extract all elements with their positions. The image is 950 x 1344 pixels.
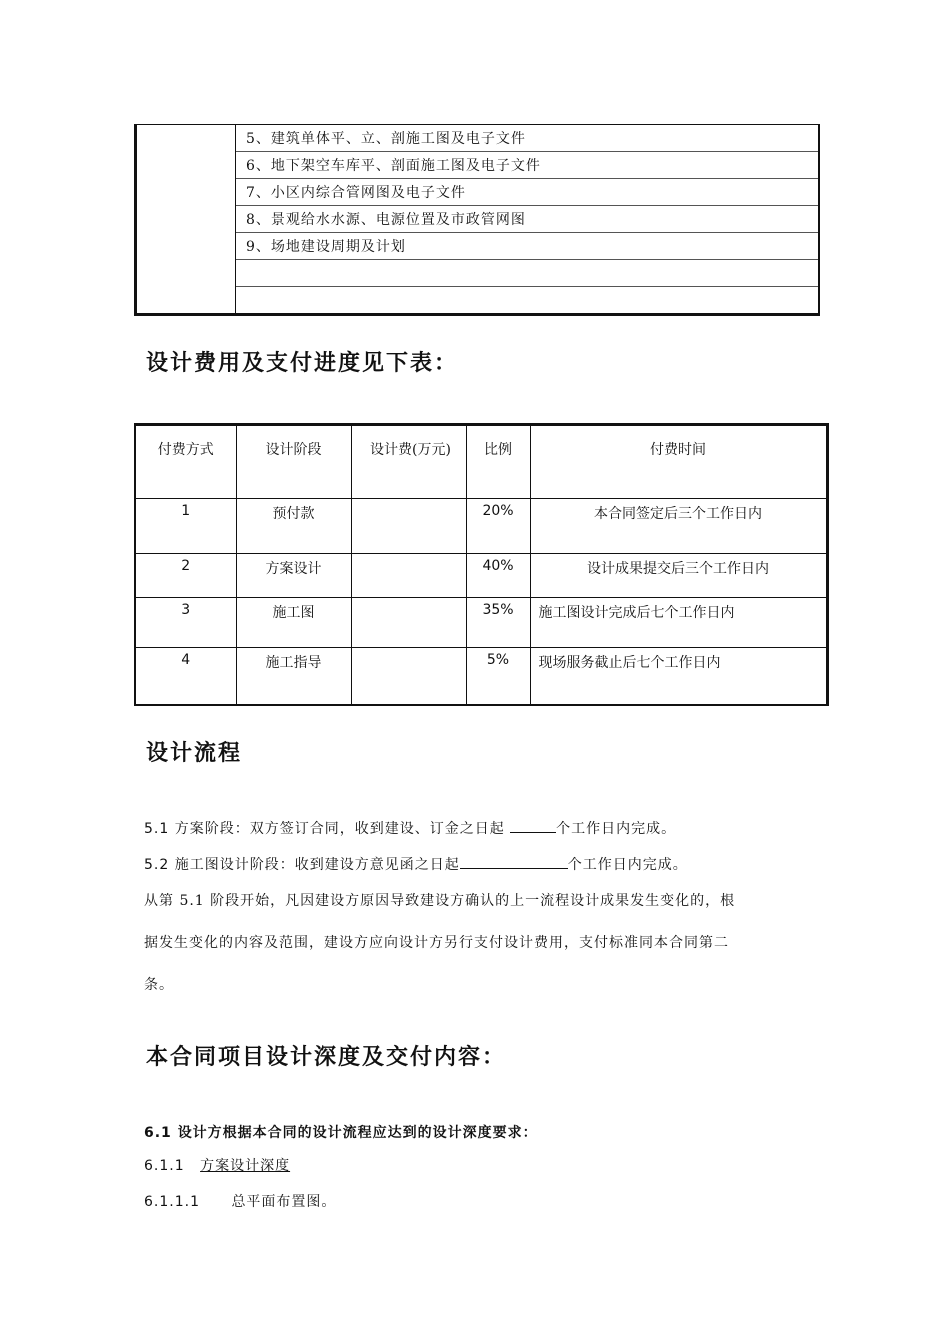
cell-ratio: 20%: [466, 499, 530, 554]
table-row: [135, 648, 827, 705]
section-number: 6.1: [144, 1125, 172, 1141]
table-row: [135, 554, 827, 598]
header-payment-method: 付费方式: [135, 425, 236, 499]
header-design-fee: 设计费(万元): [351, 425, 466, 499]
process-paragraph-line: 从第 5.1 阶段开始，凡因建设方原因导致建设方确认的上一流程设计成果发生变化的，根: [144, 893, 736, 909]
fill-in-blank: [460, 854, 568, 869]
section-text: 方案设计深度: [200, 1158, 291, 1174]
cell-stage: 施工指导: [236, 648, 351, 705]
cell-time: 设计成果提交后三个工作日内: [530, 554, 827, 598]
cell-method: 1: [135, 499, 236, 554]
header-design-stage: 设计阶段: [236, 425, 351, 499]
cell-method: 2: [135, 554, 236, 598]
cell-ratio: 40%: [466, 554, 530, 598]
list-item: 9、场地建设周期及计划: [236, 233, 820, 260]
table-row: [135, 499, 827, 554]
process-heading: 设计流程: [146, 740, 243, 766]
fee-heading: 设计费用及支付进度见下表：: [146, 350, 459, 376]
table-row: [135, 598, 827, 648]
header-payment-time: 付费时间: [530, 425, 827, 499]
cell-ratio: 5%: [466, 648, 530, 705]
list-item: [236, 260, 820, 287]
cell-fee: [351, 648, 466, 705]
header-ratio: 比例: [466, 425, 530, 499]
section-text: 总平面布置图。: [231, 1194, 337, 1210]
fill-in-blank: [510, 818, 556, 833]
list-item: 5、建筑单体平、立、剖施工图及电子文件: [236, 125, 820, 152]
cell-fee: [351, 499, 466, 554]
cell-fee: [351, 554, 466, 598]
cell-method: 4: [135, 648, 236, 705]
list-item: [236, 287, 820, 315]
section-number: 6.1.1.1: [144, 1194, 200, 1210]
section-number: 5.1: [144, 821, 170, 837]
deliverables-list-table: [134, 124, 820, 316]
cell-fee: [351, 598, 466, 648]
process-paragraph-line: 据发生变化的内容及范围，建设方应向设计方另行支付设计费用，支付标准同本合同第二: [144, 935, 729, 951]
list-item: 8、景观给水水源、电源位置及市政管网图: [236, 206, 820, 233]
cell-stage: 预付款: [236, 499, 351, 554]
paragraph-text: 个工作日内完成。: [556, 821, 677, 837]
section-text: 设计方根据本合同的设计流程应达到的设计深度要求：: [177, 1125, 538, 1141]
section-6-1-1: [144, 1155, 290, 1175]
cell-time: 现场服务截止后七个工作日内: [530, 648, 827, 705]
depth-heading: 本合同项目设计深度及交付内容：: [146, 1044, 507, 1070]
section-number: 6.1.1: [144, 1158, 185, 1174]
list-table-left-cell: [136, 125, 236, 315]
section-6-1: [144, 1122, 538, 1142]
process-paragraph-line: 条。: [144, 977, 174, 993]
cell-ratio: 35%: [466, 598, 530, 648]
cell-stage: 施工图: [236, 598, 351, 648]
paragraph-text: 方案阶段：双方签订合同，收到建设、订金之日起: [174, 821, 505, 837]
cell-time: 本合同签定后三个工作日内: [530, 499, 827, 554]
section-6-1-1-1: [144, 1191, 336, 1211]
section-number: 5.2: [144, 857, 170, 873]
process-paragraph-5-2: [144, 854, 688, 874]
cell-time: 施工图设计完成后七个工作日内: [530, 598, 827, 648]
process-paragraph-5-1: [144, 818, 676, 838]
fee-schedule-table: [134, 423, 829, 706]
list-item: 7、小区内综合管网图及电子文件: [236, 179, 820, 206]
list-item: 6、地下架空车库平、剖面施工图及电子文件: [236, 152, 820, 179]
cell-stage: 方案设计: [236, 554, 351, 598]
paragraph-text: 个工作日内完成。: [567, 857, 688, 873]
cell-method: 3: [135, 598, 236, 648]
paragraph-text: 施工图设计阶段：收到建设方意见函之日起: [174, 857, 460, 873]
